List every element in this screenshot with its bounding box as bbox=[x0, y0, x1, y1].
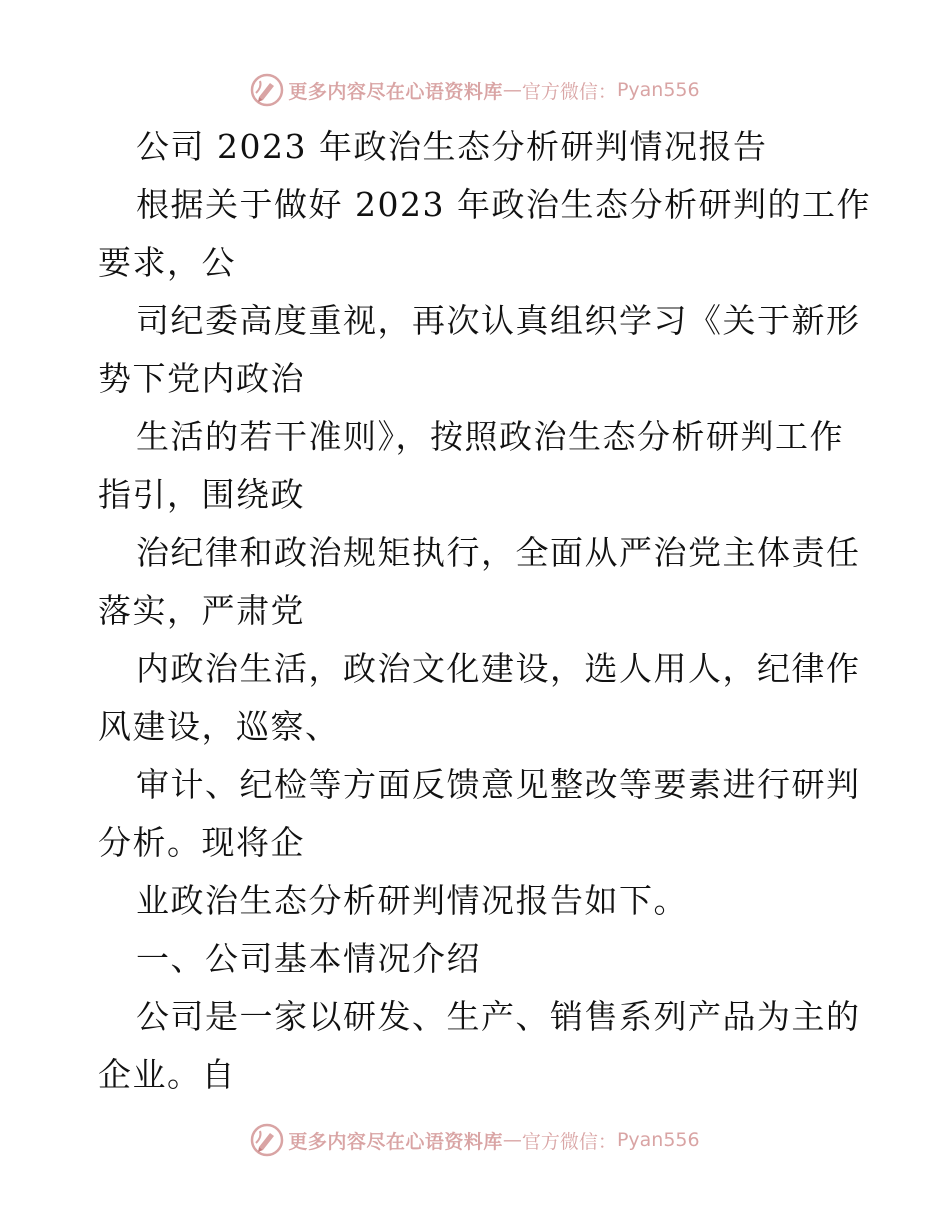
paragraph-line: 指引，围绕政 bbox=[98, 475, 305, 514]
paragraph-line: 业政治生态分析研判情况报告如下。 bbox=[136, 881, 688, 920]
banner-wechat-label: 官方微信： bbox=[521, 80, 617, 103]
banner-separator: — bbox=[502, 79, 522, 101]
banner-text: 更多内容尽在心语资料库 bbox=[288, 80, 503, 103]
paragraph-line: 风建设，巡察、 bbox=[98, 707, 340, 746]
pen-logo-icon bbox=[250, 1123, 284, 1157]
document-title: 公司 2023 年政治生态分析研判情况报告 bbox=[136, 127, 768, 166]
paragraph-line: 内政治生活，政治文化建设，选人用人，纪律作 bbox=[136, 649, 861, 688]
pen-logo-icon bbox=[250, 73, 284, 107]
paragraph-line: 根据关于做好 2023 年政治生态分析研判的工作 bbox=[136, 185, 871, 224]
paragraph-line: 一、公司基本情况介绍 bbox=[136, 939, 481, 978]
banner-wechat-id: Pyan556 bbox=[616, 79, 700, 101]
banner-wechat-id: Pyan556 bbox=[616, 1129, 700, 1151]
banner-text: 更多内容尽在心语资料库 bbox=[288, 1130, 503, 1153]
header-watermark-banner bbox=[0, 70, 950, 110]
paragraph-line: 治纪律和政治规矩执行，全面从严治党主体责任 bbox=[136, 533, 861, 572]
paragraph-line: 分析。现将企 bbox=[98, 823, 305, 862]
banner-wechat-label: 官方微信： bbox=[521, 1130, 617, 1153]
paragraph-line: 司纪委高度重视，再次认真组织学习《关于新形 bbox=[136, 301, 861, 340]
paragraph-line: 公司是一家以研发、生产、销售系列产品为主的 bbox=[136, 997, 861, 1036]
paragraph-line: 落实，严肃党 bbox=[98, 591, 305, 630]
paragraph-line: 生活的若干准则》，按照政治生态分析研判工作 bbox=[136, 417, 844, 456]
paragraph-line: 审计、纪检等方面反馈意见整改等要素进行研判 bbox=[136, 765, 861, 804]
paragraph-line: 要求，公 bbox=[98, 243, 236, 282]
paragraph-line: 企业。自 bbox=[98, 1055, 236, 1094]
paragraph-line: 势下党内政治 bbox=[98, 359, 305, 398]
document-body bbox=[98, 118, 871, 1104]
banner-separator: — bbox=[502, 1129, 522, 1151]
footer-watermark-banner bbox=[0, 1120, 950, 1160]
